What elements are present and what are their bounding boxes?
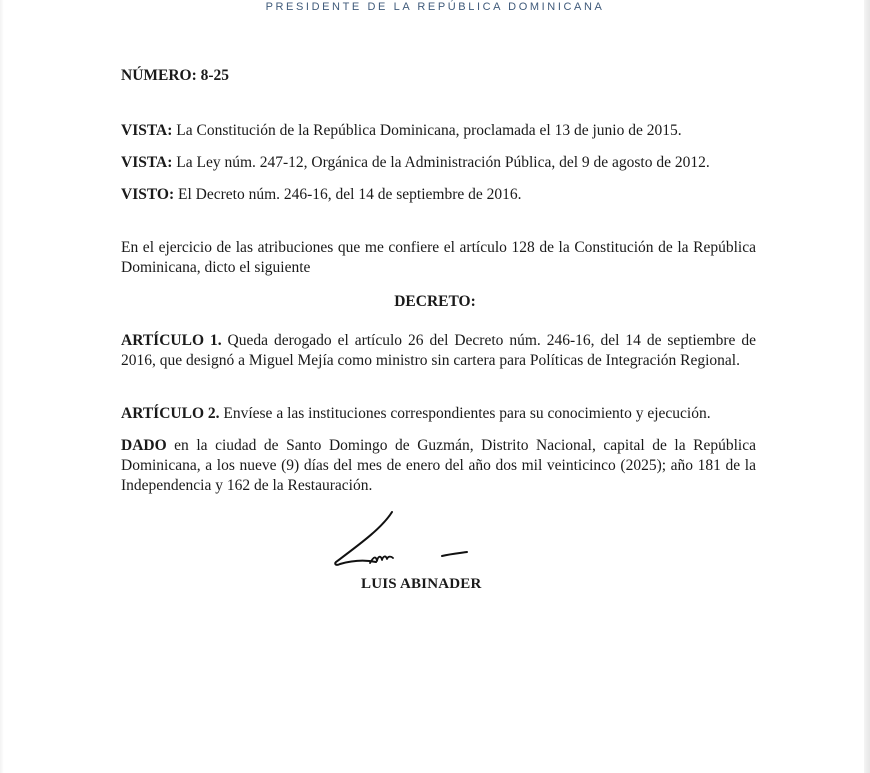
articulo-label: ARTÍCULO 1. — [121, 332, 222, 349]
vista-text: La Constitución de la República Dominicana, proclamada el 13 de junio de 2015. — [172, 122, 682, 139]
articulo-text: Queda derogado el artículo 26 del Decreto núm. 246-16, del 14 de septiembre de 2016, que designó a Miguel Mejía como ministro sin cartera para Políticas de Integración Regional. — [121, 332, 756, 369]
dado-label: DADO — [121, 437, 167, 454]
signer-name: LUIS ABINADER — [361, 576, 482, 592]
articulo-1 — [121, 331, 756, 371]
vista-ley — [121, 153, 710, 173]
preamble: En el ejercicio de las atribuciones que me confiere el artículo 128 de la Constitución de la República Dominicana, dicto el siguiente — [121, 239, 756, 276]
page-right-edge — [864, 0, 870, 773]
dado-paragraph — [121, 436, 756, 496]
articulo-label: ARTÍCULO 2. — [121, 405, 220, 422]
vista-label: VISTA: — [121, 154, 173, 171]
articulo-text: Envíese a las instituciones correspondientes para su conocimiento y ejecución. — [219, 405, 711, 422]
letterhead: PRESIDENTE DE LA REPÚBLICA DOMINICANA — [265, 1, 605, 13]
decreto-heading: DECRETO: — [394, 293, 476, 310]
visto-label: VISTO: — [121, 186, 175, 203]
vista-label: VISTA: — [121, 122, 173, 139]
vista-constitucion — [121, 121, 682, 141]
page-left-edge — [0, 0, 4, 773]
vista-text: La Ley núm. 247-12, Orgánica de la Administración Pública, del 9 de agosto de 2012. — [172, 154, 710, 171]
decree-number: NÚMERO: 8-25 — [121, 67, 230, 84]
visto-decreto — [121, 185, 522, 205]
visto-text: El Decreto núm. 246-16, del 14 de septiembre de 2016. — [174, 186, 522, 203]
handwritten-signature — [330, 506, 480, 586]
dado-text: en la ciudad de Santo Domingo de Guzmán, Distrito Nacional, capital de la República Dominicana, a los nueve (9) días del mes de enero del año dos mil veinticinco (2025); año 181 de la Independencia y 162 de la Restauración. — [121, 437, 756, 494]
articulo-2 — [121, 404, 711, 424]
